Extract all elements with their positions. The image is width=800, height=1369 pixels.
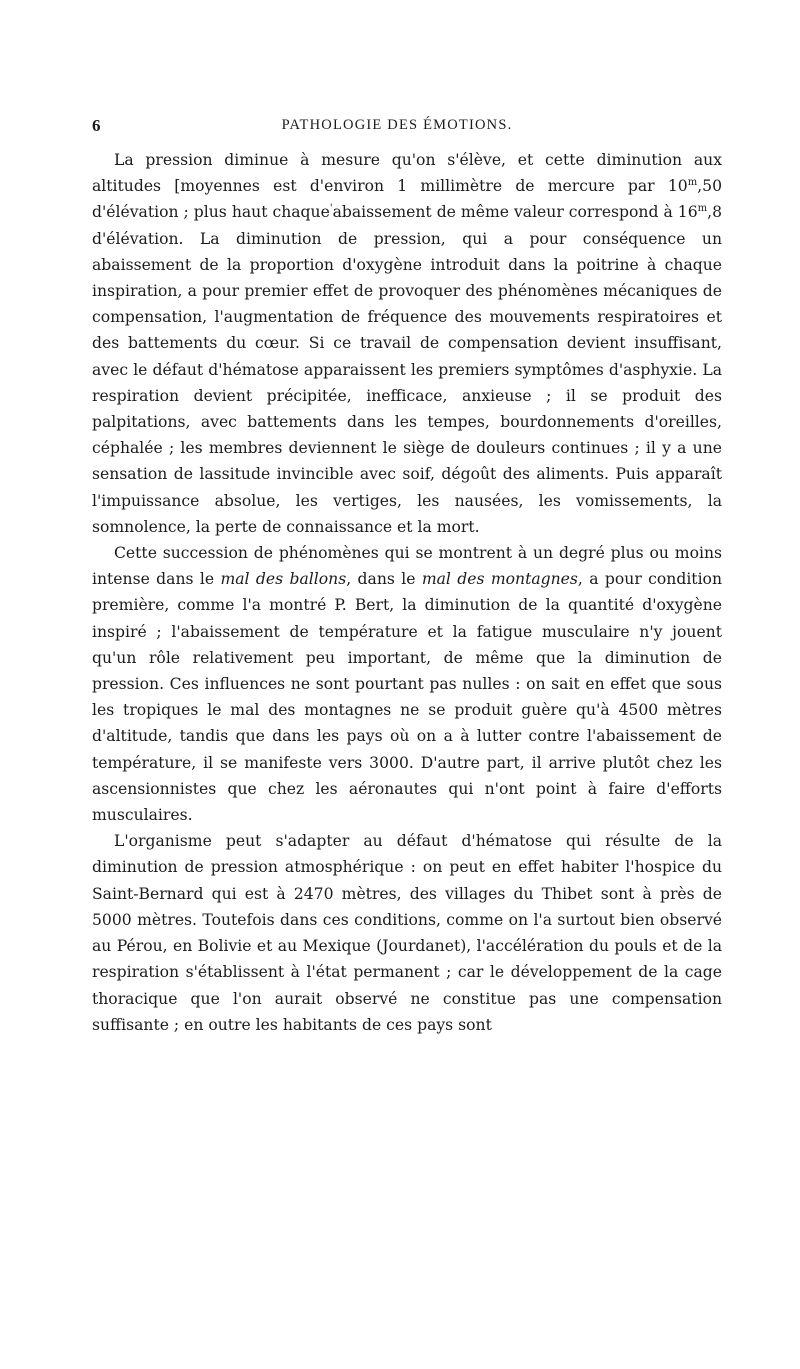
body-text [92, 147, 722, 1038]
text-run: ,8 d'élévation. La diminution de pression, qui a pour conséquence un abaissement de la proportion d'oxygène introduit dans la poitrine à chaque inspiration, a pour premier effet de provoquer des phénomènes mécaniques de compensation, l'augmentation de fréquence des mouvements respiratoires et des battements du cœur. Si ce travail de compensation devient insuffisant, avec le défaut d'hématose apparaissent les premiers symptômes d'asphyxie. La respiration devient précipitée, inefficace, anxieuse ; il se produit des palpitations, avec battements dans les tempes, bourdonnements d'oreilles, céphalée ; les membres deviennent le siège de douleurs continues ; il y a une sensation de lassitude invincible avec soif, dégoût des aliments. Puis apparaît l'impuissance absolue, les vertiges, les nausées, les vomissements, la somnolence, la perte de connaissance et la mort. [92, 203, 723, 536]
italic-term: mal des ballons [220, 570, 347, 589]
text-run: La pression diminue à mesure qu'on s'élève, et cette diminution aux altitudes [moyennes est d'environ 1 millimètre de mercure par 10 [92, 151, 722, 196]
running-title: PATHOLOGIE DES ÉMOTIONS. [281, 117, 513, 133]
text-run: abaissement de même valeur correspond à 16 [332, 203, 698, 222]
paragraph-3 [92, 828, 722, 1038]
paragraph-2 [92, 540, 722, 828]
text-run: ,50 d'élévation ; plus haut chaque [92, 177, 722, 222]
italic-term: mal des montagnes [421, 570, 578, 589]
page-header [92, 116, 702, 140]
page-number: 6 [92, 116, 101, 135]
unit-superscript: m [697, 203, 708, 215]
unit-superscript: m [687, 177, 698, 189]
paragraph-1 [92, 147, 722, 540]
text-run: L'organisme peut s'adapter au défaut d'hématose qui résulte de la diminution de pression atmosphérique : on peut en effet habiter l'hospice du Saint-Bernard qui est à 2470 mètres, des villages du Thibet sont à près de 5000 mètres. Toutefois dans ces conditions, comme on l'a surtout bien observé au Pérou, en Bolivie et au Mexique (Jourdanet), l'accélération du pouls et de la respiration s'établissent à l'état permanent ; car le développement de la cage thoracique que l'on aurait observé ne constitue pas une compensation suffisante ; en outre les habitants de ces pays sont [92, 832, 722, 1034]
stray-mark: ' [329, 203, 333, 215]
text-run: , dans le [346, 570, 422, 589]
text-run: Cette succession de phénomènes qui se montrent à un degré plus ou moins intense dans le [92, 544, 722, 589]
text-run: , a pour condition première, comme l'a montré P. Bert, la diminution de la quantité d'oxygène inspiré ; l'abaissement de température et la fatigue musculaire n'y jouent qu'un rôle relativement peu important, de même que la diminution de pression. Ces influences ne sont pourtant pas nulles : on sait en effet que sous les tropiques le mal des montagnes ne se produit guère qu'à 4500 mètres d'altitude, tandis que dans les pays où on a à lutter contre l'abaissement de température, il se manifeste vers 3000. D'autre part, il arrive plutôt chez les ascensionnistes que chez les aéronautes qui n'ont point à faire d'efforts musculaires. [92, 570, 722, 825]
